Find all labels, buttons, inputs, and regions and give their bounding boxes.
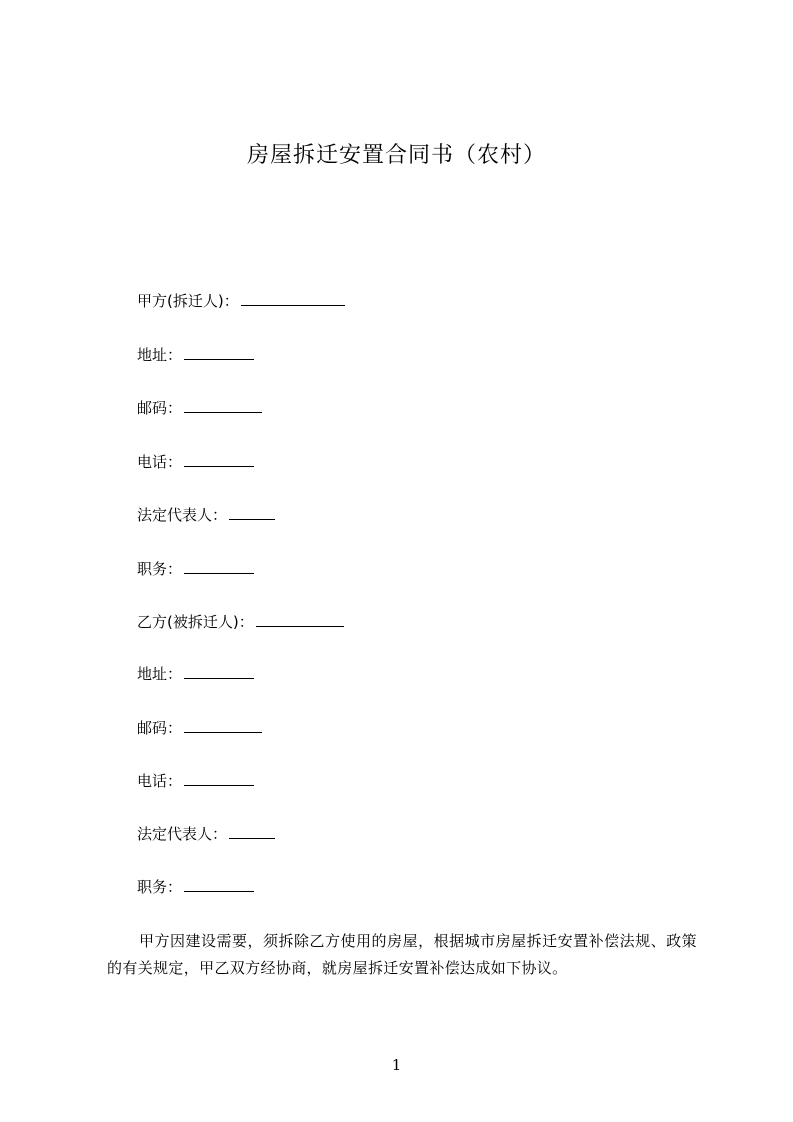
party-b-position-label: 职务：: [137, 878, 183, 896]
party-a-legal-rep-label: 法定代表人：: [137, 506, 228, 524]
party-b-legal-rep-field: [137, 824, 275, 844]
party-a-position-blank[interactable]: [184, 559, 254, 574]
party-b-address-blank[interactable]: [184, 664, 254, 679]
party-a-phone-blank[interactable]: [184, 452, 254, 467]
party-a-address-field: [137, 345, 254, 365]
party-a-blank[interactable]: [241, 291, 345, 306]
party-b-postcode-label: 邮码：: [137, 719, 183, 737]
party-b-legal-rep-label: 法定代表人：: [137, 825, 228, 843]
party-b-postcode-blank[interactable]: [184, 718, 262, 733]
party-a-legal-rep-blank[interactable]: [229, 505, 275, 520]
page-number: 1: [391, 1056, 402, 1074]
party-b-position-field: [137, 877, 254, 897]
party-b-position-blank[interactable]: [184, 877, 254, 892]
party-a-postcode-label: 邮码：: [137, 399, 183, 417]
party-b-address-label: 地址：: [137, 665, 183, 683]
party-b-phone-label: 电话：: [137, 772, 183, 790]
party-b-address-field: [137, 664, 254, 684]
party-b-phone-field: [137, 771, 254, 791]
party-a-phone-field: [137, 452, 254, 472]
party-b-label: 乙方(被拆迁人)：: [137, 613, 254, 631]
party-b-postcode-field: [137, 718, 262, 738]
party-a-position-field: [137, 559, 254, 579]
party-b-legal-rep-blank[interactable]: [229, 824, 275, 839]
party-b-blank[interactable]: [256, 612, 344, 627]
party-b-phone-blank[interactable]: [184, 771, 254, 786]
party-a-legal-rep-field: [137, 505, 275, 525]
party-a-postcode-field: [137, 398, 262, 418]
document-title: 房屋拆迁安置合同书（农村）: [246, 143, 546, 168]
party-a-postcode-blank[interactable]: [184, 398, 262, 413]
party-a-address-blank[interactable]: [184, 345, 254, 360]
party-a-phone-label: 电话：: [137, 453, 183, 471]
party-b-field: [137, 612, 344, 632]
party-a-label: 甲方(拆迁人)：: [137, 292, 239, 310]
party-a-address-label: 地址：: [137, 346, 183, 364]
party-a-position-label: 职务：: [137, 560, 183, 578]
party-a-field: [137, 291, 345, 311]
intro-paragraph: 甲方因建设需要，须拆除乙方使用的房屋，根据城市房屋拆迁安置补偿法规、政策的有关规定，甲乙双方经协商，就房屋拆迁安置补偿达成如下协议。: [107, 932, 697, 977]
